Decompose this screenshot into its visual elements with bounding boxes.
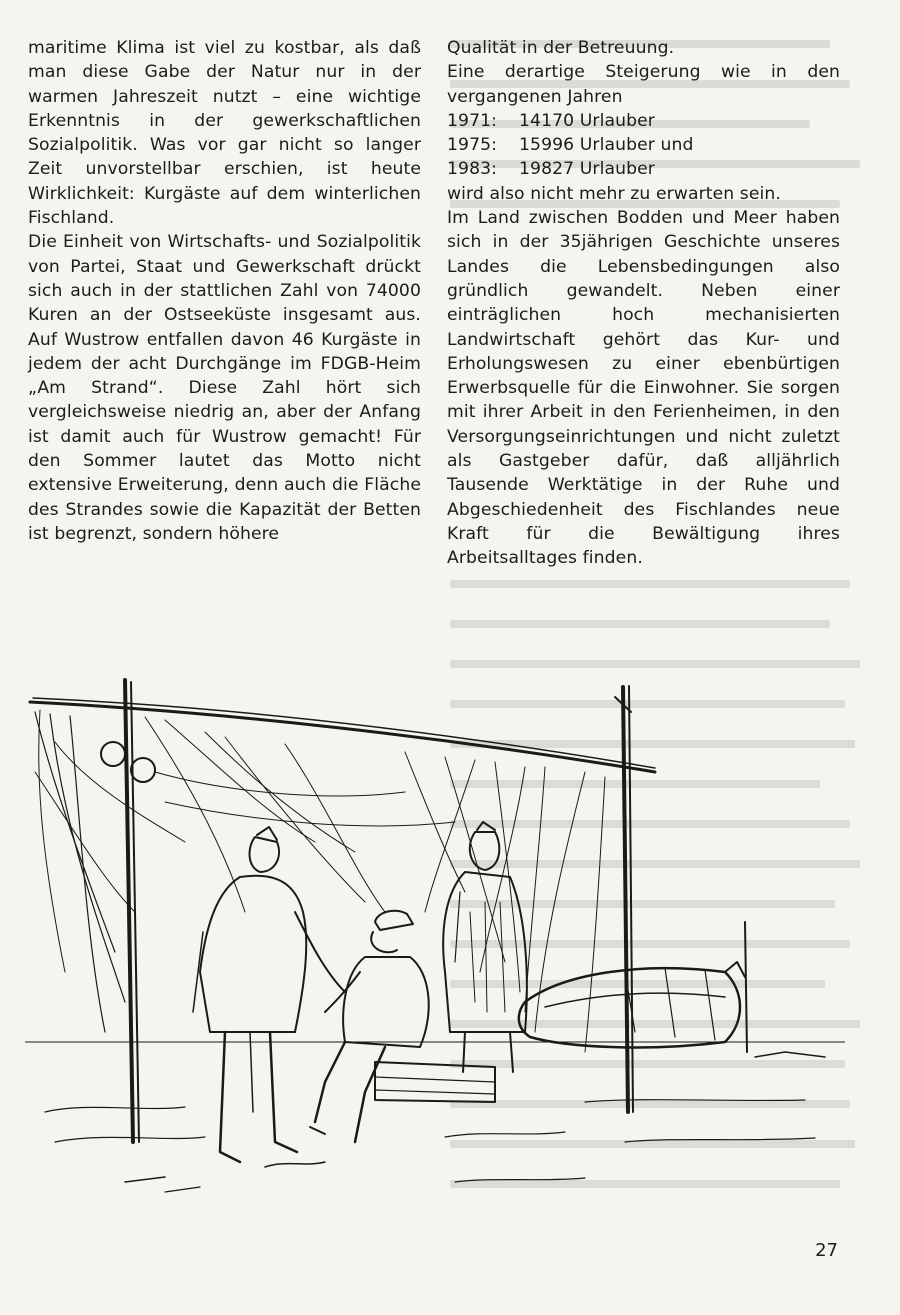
body-paragraph: Die Einheit von Wirtschafts- und Sozialpolitik von Partei, Staat und Gewerkschaft drückt sich auch in der stattlichen Zahl von 74000 Kuren an der Ostseeküste insgesamt aus. Auf Wustrow entfallen davon 46 Kurgäste in jedem der acht Durchgänge im FDGB-Heim „Am Strand“. Diese Zahl hört sich vergleichsweise niedrig an, aber der Anfang ist damit auch für Wustrow gemacht! Für den Sommer lautet das Motto nicht extensive Erweiterung, denn auch die Fläche des Strandes sowie die Kapazität der Betten ist begrenzt, sondern höhere	[28, 232, 421, 544]
page-number: 27	[815, 1240, 838, 1261]
stat-value: 15996 Urlauber und	[519, 135, 694, 156]
list-item	[447, 109, 840, 133]
body-paragraph: Qualität in der Betreuung.	[447, 38, 675, 58]
right-text-column	[447, 36, 840, 571]
visitor-statistics-list	[447, 109, 840, 182]
body-paragraph: Im Land zwischen Bodden und Meer haben sich in der 35jährigen Geschichte unseres Landes die Lebensbedingungen also gründlich gewandelt. Neben einer einträglichen hoch mechanisierten Landwirtschaft gehört das Kur- und Erholungswesen zu einer ebenbürtigen Erwerbsquelle für die Einwohner. Sie sorgen mit ihrer Arbeit in den Ferienheimen, in den Versorgungseinrichtungen und nicht zuletzt als Gastgeber dafür, daß alljährlich Tausende Werktätige in der Ruhe und Abgeschiedenheit des Fischlandes neue Kraft für die Bewältigung ihres Arbeitsalltages finden.	[447, 208, 840, 569]
left-text-column	[28, 36, 421, 546]
fishermen-net-sketch	[25, 672, 845, 1212]
body-paragraph: maritime Klima ist viel zu kostbar, als daß man diese Gabe der Natur nur in der warmen Jahreszeit nutzt – eine wichtige Erkenntnis in der gewerkschaftlichen Sozialpolitik. Was vor gar nicht so langer Zeit unvorstellbar erschien, ist heute Wirklichkeit: Kurgäste auf dem winterlichen Fischland.	[28, 38, 421, 229]
stat-year: 1975:	[447, 135, 498, 156]
body-paragraph: wird also nicht mehr zu erwarten sein.	[447, 183, 781, 204]
stat-value: 14170 Urlauber	[519, 110, 655, 131]
stat-year: 1983:	[447, 159, 498, 180]
list-item	[447, 157, 840, 181]
body-paragraph: Eine derartige Steigerung wie in den vergangenen Jahren	[447, 62, 840, 107]
stat-year: 1971:	[447, 110, 498, 131]
list-item	[447, 133, 840, 157]
stat-value: 19827 Urlauber	[519, 159, 655, 180]
